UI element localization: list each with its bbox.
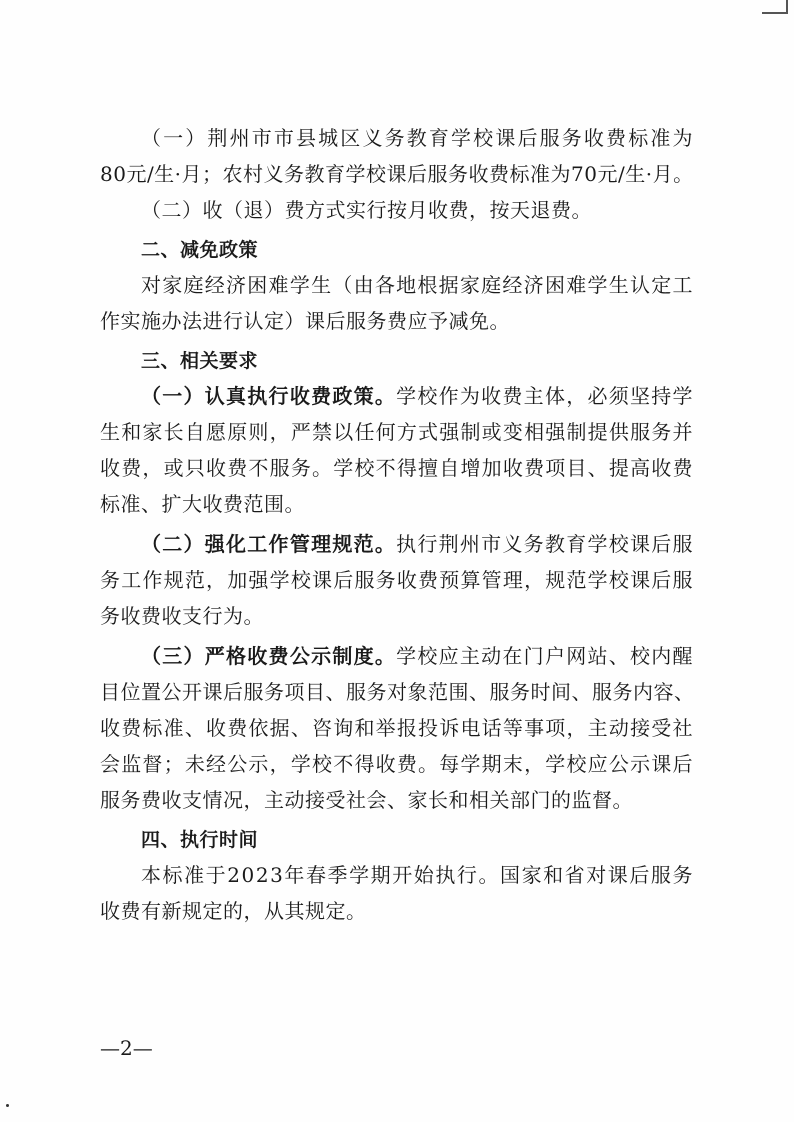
text-line (141, 532, 694, 556)
text-line: （二）收（退）费方式实行按月收费，按天退费。 (141, 198, 592, 222)
text-line (141, 384, 694, 408)
subsection-lead: （一）认真执行收费政策。 (141, 384, 397, 408)
text-line: 收费有新规定的，从其规定。 (100, 899, 367, 923)
line-rest: 学校应主动在门户网站、校内醒 (396, 644, 694, 668)
text-line: 会监督；未经公示，学校不得收费。每学期末，学校应公示课后 (100, 752, 694, 776)
scan-dot (6, 1104, 9, 1107)
section-heading: 二、减免政策 (141, 239, 259, 261)
text-line: 生和家长自愿原则，严禁以任何方式强制或变相强制提供服务并 (100, 420, 694, 444)
text-line: 收费，或只收费不服务。学校不得擅自增加收费项目、提高收费 (100, 456, 694, 480)
section-heading: 三、相关要求 (141, 350, 259, 372)
text-line: 服务费收支情况，主动接受社会、家长和相关部门的监督。 (100, 788, 633, 812)
line-rest: 学校作为收费主体，必须坚持学 (396, 384, 694, 408)
text-line: 标准、扩大收费范围。 (100, 492, 305, 516)
text-line: 对家庭经济困难学生（由各地根据家庭经济困难学生认定工 (141, 273, 694, 297)
text-line: 收费标准、收费依据、咨询和举报投诉电话等事项，主动接受社 (100, 716, 694, 740)
corner-mark (762, 0, 788, 14)
subsection-lead: （三）严格收费公示制度。 (141, 644, 397, 668)
text-line: （一）荆州市市县城区义务教育学校课后服务收费标准为 (141, 126, 695, 150)
text-line: 80元/生·月；农村义务教育学校课后服务收费标准为70元/生·月。 (100, 162, 694, 186)
text-line: 务工作规范，加强学校课后服务收费预算管理，规范学校课后服 (100, 568, 694, 592)
text-line: 本标准于2023年春季学期开始执行。国家和省对课后服务 (141, 863, 695, 887)
section-heading: 四、执行时间 (141, 829, 259, 851)
subsection-lead: （二）强化工作管理规范。 (141, 532, 397, 556)
text-line: 作实施办法进行认定）课后服务费应予减免。 (100, 309, 510, 333)
line-rest: 执行荆州市义务教育学校课后服 (396, 532, 694, 556)
text-line (141, 644, 694, 668)
page-number: —2— (100, 1036, 153, 1060)
text-line: 务收费收支行为。 (100, 604, 264, 628)
text-line: 目位置公开课后服务项目、服务对象范围、服务时间、服务内容、 (100, 680, 695, 704)
